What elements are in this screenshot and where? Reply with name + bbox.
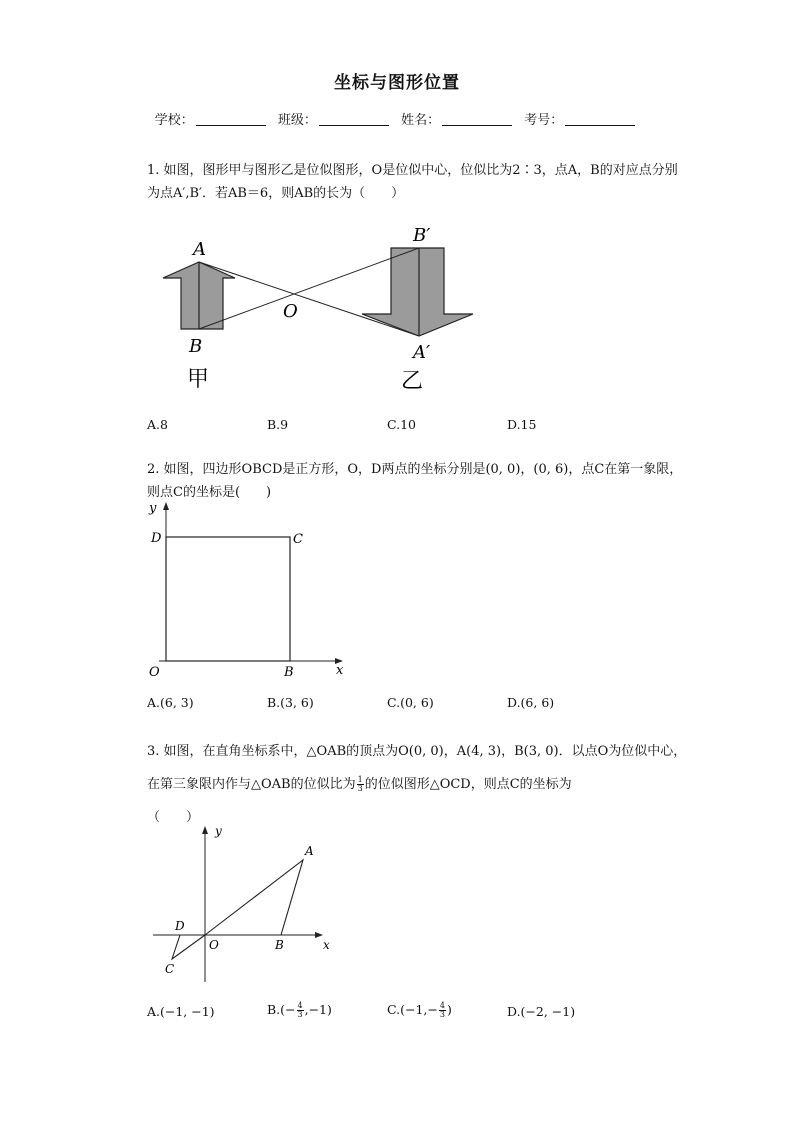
- question-2-text: 如图，四边形OBCD是正方形，O，D两点的坐标分别是(0, 0)，(0, 6)，点C在第一象限，则点C的坐标是( ): [147, 462, 683, 500]
- q2-option-b[interactable]: B.(3, 6): [267, 695, 314, 710]
- school-label: 学校：: [154, 113, 194, 128]
- q3-option-c-num: 4: [439, 1001, 445, 1010]
- q3-option-a-text: A.(−1, −1): [147, 1004, 215, 1019]
- q3-option-b[interactable]: [267, 1002, 332, 1019]
- q3-option-b-prefix: B.(−: [267, 1002, 296, 1017]
- q1-option-d[interactable]: D.15: [507, 417, 537, 432]
- triangle-ocd: [172, 935, 205, 959]
- square-obcd: [166, 537, 290, 661]
- axis-y-label: y: [149, 501, 157, 516]
- question-2: [147, 458, 687, 504]
- q3-option-c[interactable]: [387, 1002, 452, 1019]
- label-o: O: [209, 938, 219, 952]
- question-2-number: 2.: [147, 462, 160, 477]
- q2-option-a[interactable]: A.(6, 3): [147, 695, 194, 710]
- id-blank[interactable]: [565, 113, 635, 126]
- q1-option-c[interactable]: C.10: [387, 417, 416, 432]
- class-blank[interactable]: [319, 113, 389, 126]
- question-1-text: 如图，图形甲与图形乙是位似图形，O是位似中心，位似比为2∶3，点A，B的对应点分别为点A′,B′．若AB＝6，则AB的长为（ ）: [147, 163, 678, 201]
- q3-option-c-prefix: C.(−1,−: [387, 1002, 438, 1017]
- question-3-number: 3.: [147, 744, 160, 759]
- triangle-oab: [205, 860, 303, 935]
- question-3: [147, 735, 687, 834]
- q3-option-c-den: 3: [439, 1010, 445, 1019]
- q2-option-c[interactable]: C.(0, 6): [387, 695, 434, 710]
- q3-option-d-text: D.(−2, −1): [507, 1004, 576, 1019]
- label-b: B: [284, 665, 294, 680]
- question-3-text-c: （ ）: [147, 810, 200, 825]
- question-3-figure: [145, 822, 345, 987]
- q1-option-b[interactable]: B.9: [267, 417, 289, 432]
- label-c: C: [293, 532, 303, 547]
- q3-option-c-suffix: ): [446, 1002, 452, 1017]
- q3-option-b-fraction: [297, 1002, 304, 1019]
- label-a-prime: A′: [413, 342, 431, 363]
- page-title: 坐标与图形位置: [334, 73, 460, 93]
- q3-option-c-fraction: [439, 1002, 446, 1019]
- axis-x-label: x: [336, 663, 344, 678]
- id-label: 考号：: [524, 113, 564, 128]
- question-3-text-b: 的位似图形△OCD，则点C的坐标为: [364, 777, 572, 792]
- question-2-figure: [145, 500, 355, 685]
- label-a: A: [305, 844, 314, 858]
- q2-option-d[interactable]: D.(6, 6): [507, 695, 555, 710]
- label-b-prime: B′: [413, 225, 431, 246]
- question-1-figure: [155, 218, 485, 398]
- label-a: A: [193, 239, 206, 260]
- student-info-line: [0, 109, 794, 128]
- label-jia: 甲: [187, 367, 210, 392]
- q3-option-a[interactable]: [147, 1004, 215, 1019]
- q3-option-b-den: 3: [297, 1010, 303, 1019]
- ratio-fraction: [357, 776, 364, 793]
- label-d: D: [175, 919, 185, 933]
- label-o: O: [283, 301, 298, 322]
- ratio-numerator: 1: [357, 775, 363, 784]
- name-blank[interactable]: [442, 113, 512, 126]
- q3-option-b-suffix: ,−1): [304, 1002, 332, 1017]
- q1-option-a[interactable]: A.8: [147, 417, 168, 432]
- q3-option-d[interactable]: [507, 1004, 575, 1019]
- label-b: B: [189, 336, 203, 357]
- label-yi: 乙: [401, 369, 424, 394]
- label-d: D: [151, 531, 162, 546]
- question-3-text-a: 如图，在直角坐标系中，△OAB的顶点为O(0, 0)，A(4, 3)，B(3, 0)．以点O为位似中心，在第三象限内作与△OAB的位似比为: [147, 744, 687, 792]
- axis-x-label: x: [323, 938, 330, 952]
- ratio-denominator: 3: [357, 784, 363, 793]
- class-label: 班级：: [277, 113, 317, 128]
- axis-y-label: y: [215, 824, 222, 838]
- q3-option-b-num: 4: [297, 1001, 303, 1010]
- label-c: C: [165, 962, 175, 976]
- name-label: 姓名：: [401, 113, 441, 128]
- question-1-number: 1.: [147, 163, 160, 178]
- label-o: O: [149, 665, 160, 680]
- question-1: [147, 159, 687, 205]
- label-b: B: [275, 938, 284, 952]
- school-blank[interactable]: [196, 113, 266, 126]
